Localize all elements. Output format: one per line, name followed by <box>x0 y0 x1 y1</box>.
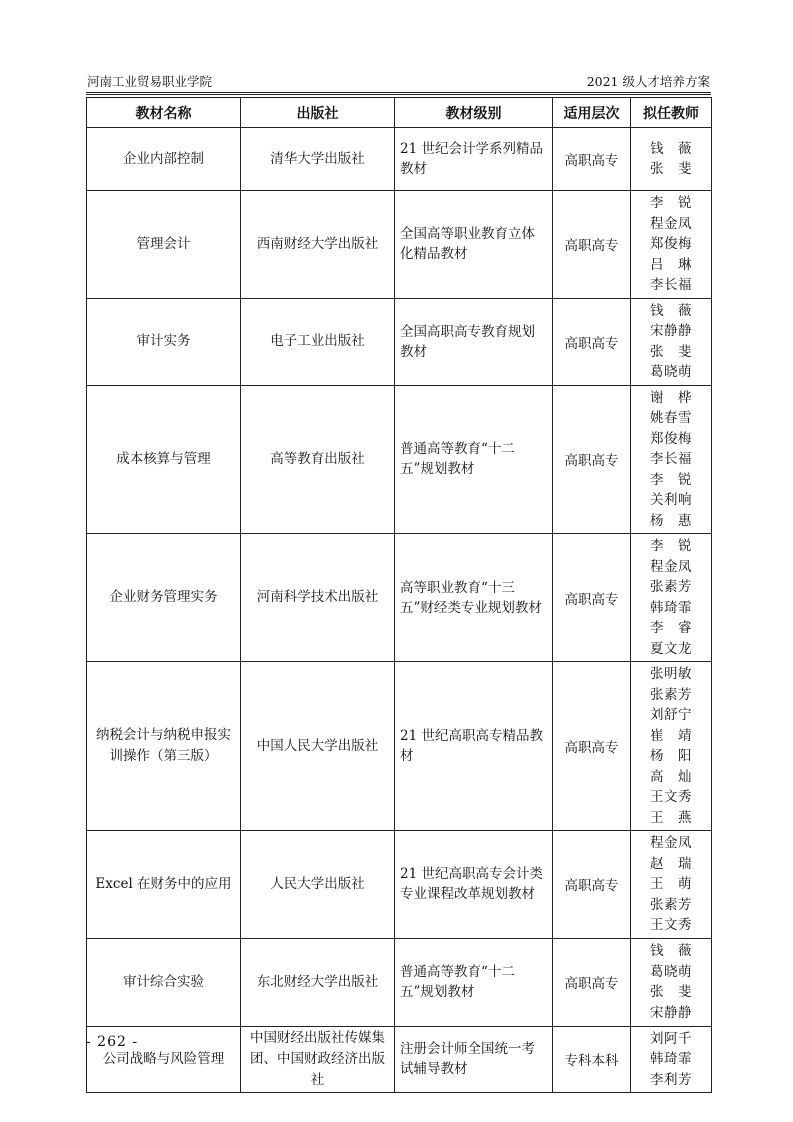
table-row <box>87 831 712 939</box>
teacher-name: 张 斐 <box>650 161 692 177</box>
table-row <box>87 191 712 299</box>
teacher-name: 赵 瑞 <box>650 855 692 872</box>
cell-level: 21 世纪会计学系列精品教材 <box>395 128 553 191</box>
cell-publisher: 中国人民大学出版社 <box>241 662 395 831</box>
cell-level: 普通高等教育“十二五”规划教材 <box>395 938 553 1026</box>
teacher-name: 韩琦霏 <box>650 599 692 616</box>
teacher-name: 程金凤 <box>650 558 692 575</box>
teacher-name: 刘舒宁 <box>650 707 692 723</box>
table-row <box>87 662 712 831</box>
cell-level: 全国高等职业教育立体化精品教材 <box>395 191 553 299</box>
table-row <box>87 534 712 662</box>
teacher-name: 王 燕 <box>650 809 692 826</box>
teacher-name: 张素芳 <box>650 686 692 703</box>
teacher-name: 高 灿 <box>650 768 692 785</box>
cell-teachers <box>631 938 712 1026</box>
teacher-name: 李 睿 <box>650 620 692 636</box>
cell-textbook-name: 企业内部控制 <box>87 128 241 191</box>
teacher-name: 王 萌 <box>650 876 692 892</box>
teacher-name: 张 斐 <box>650 343 692 360</box>
teacher-name: 宋静静 <box>650 1004 692 1021</box>
header-rule <box>86 92 711 93</box>
cell-level: 全国高职高专教育规划教材 <box>395 298 553 385</box>
cell-teachers <box>631 385 712 534</box>
cell-textbook-name: 企业财务管理实务 <box>87 534 241 662</box>
table-header-row <box>87 98 712 128</box>
cell-textbook-name: 审计实务 <box>87 298 241 385</box>
table-row <box>87 1026 712 1093</box>
teacher-name: 宋静静 <box>650 323 692 339</box>
cell-textbook-name: 公司战略与风险管理 <box>87 1026 241 1093</box>
teacher-name: 刘阿千 <box>650 1030 692 1047</box>
cell-level: 高等职业教育“十三五”财经类专业规划教材 <box>395 534 553 662</box>
table-row <box>87 385 712 534</box>
cell-level: 普通高等教育“十二五”规划教材 <box>395 385 553 534</box>
teacher-name: 葛晓萌 <box>650 963 692 980</box>
cell-teachers <box>631 128 712 191</box>
teacher-name: 夏文龙 <box>650 640 692 657</box>
header-school: 河南工业贸易职业学院 <box>87 74 213 89</box>
teacher-name: 吕 琳 <box>650 256 692 273</box>
table-row <box>87 938 712 1026</box>
teacher-name: 李利芳 <box>650 1071 692 1088</box>
teacher-name: 郑俊梅 <box>650 430 692 447</box>
table-row <box>87 298 712 385</box>
cell-teachers <box>631 191 712 299</box>
teacher-name: 葛晓萌 <box>650 364 692 380</box>
cell-level: 21 世纪高职高专精品教材 <box>395 662 553 831</box>
teacher-name: 崔 靖 <box>650 727 692 744</box>
teacher-name: 张明敏 <box>650 666 692 682</box>
textbook-table <box>86 97 712 1093</box>
teacher-name: 张 斐 <box>650 984 692 1000</box>
cell-scope: 高职高专 <box>553 938 631 1026</box>
teacher-name: 韩琦霏 <box>650 1051 692 1067</box>
cell-textbook-name: Excel 在财务中的应用 <box>87 831 241 939</box>
teacher-name: 关利响 <box>650 492 692 508</box>
header-rule-double <box>86 94 711 95</box>
teacher-name: 李 锐 <box>650 195 692 211</box>
cell-teachers <box>631 534 712 662</box>
cell-level: 注册会计师全国统一考试辅导教材 <box>395 1026 553 1093</box>
page-header <box>87 74 710 90</box>
teacher-name: 钱 薇 <box>650 140 692 157</box>
cell-publisher: 高等教育出版社 <box>241 385 395 534</box>
teacher-name: 姚春雪 <box>650 410 692 426</box>
cell-textbook-name: 审计综合实验 <box>87 938 241 1026</box>
cell-publisher: 东北财经大学出版社 <box>241 938 395 1026</box>
col-header-publisher: 出版社 <box>241 98 395 128</box>
teacher-name: 李长福 <box>650 451 692 467</box>
teacher-name: 钱 薇 <box>650 943 692 959</box>
col-header-name: 教材名称 <box>87 98 241 128</box>
teacher-name: 王文秀 <box>650 917 692 933</box>
cell-scope: 高职高专 <box>553 662 631 831</box>
cell-scope: 高职高专 <box>553 534 631 662</box>
teacher-name: 杨 惠 <box>650 512 692 529</box>
teacher-name: 李 锐 <box>650 538 692 554</box>
teacher-name: 程金凤 <box>650 215 692 232</box>
cell-scope: 专科本科 <box>553 1026 631 1093</box>
cell-teachers <box>631 1026 712 1093</box>
cell-publisher: 人民大学出版社 <box>241 831 395 939</box>
teacher-name: 谢 桦 <box>650 389 692 406</box>
col-header-scope: 适用层次 <box>553 98 631 128</box>
page-number: - 262 - <box>86 1034 139 1050</box>
cell-teachers <box>631 831 712 939</box>
teacher-name: 王文秀 <box>650 789 692 805</box>
cell-publisher: 河南科学技术出版社 <box>241 534 395 662</box>
cell-publisher: 清华大学出版社 <box>241 128 395 191</box>
cell-textbook-name: 成本核算与管理 <box>87 385 241 534</box>
teacher-name: 杨 阳 <box>650 748 692 764</box>
header-plan: 2021 级人才培养方案 <box>586 74 710 89</box>
cell-textbook-name: 纳税会计与纳税申报实训操作（第三版） <box>87 662 241 831</box>
col-header-teachers: 拟任教师 <box>631 98 712 128</box>
cell-textbook-name: 管理会计 <box>87 191 241 299</box>
col-header-level: 教材级别 <box>395 98 553 128</box>
table-row <box>87 128 712 191</box>
cell-scope: 高职高专 <box>553 191 631 299</box>
cell-scope: 高职高专 <box>553 298 631 385</box>
teacher-name: 张素芳 <box>650 579 692 595</box>
cell-teachers <box>631 662 712 831</box>
teacher-name: 程金凤 <box>650 835 692 851</box>
cell-scope: 高职高专 <box>553 385 631 534</box>
cell-publisher: 中国财经出版社传媒集团、中国财政经济出版社 <box>241 1026 395 1093</box>
cell-publisher: 西南财经大学出版社 <box>241 191 395 299</box>
cell-level: 21 世纪高职高专会计类专业课程改革规划教材 <box>395 831 553 939</box>
teacher-name: 钱 薇 <box>650 302 692 319</box>
cell-scope: 高职高专 <box>553 831 631 939</box>
cell-scope: 高职高专 <box>553 128 631 191</box>
cell-teachers <box>631 298 712 385</box>
teacher-name: 郑俊梅 <box>650 236 692 252</box>
teacher-name: 张素芳 <box>650 896 692 913</box>
teacher-name: 李长福 <box>650 277 692 293</box>
cell-publisher: 电子工业出版社 <box>241 298 395 385</box>
teacher-name: 李 锐 <box>650 471 692 488</box>
